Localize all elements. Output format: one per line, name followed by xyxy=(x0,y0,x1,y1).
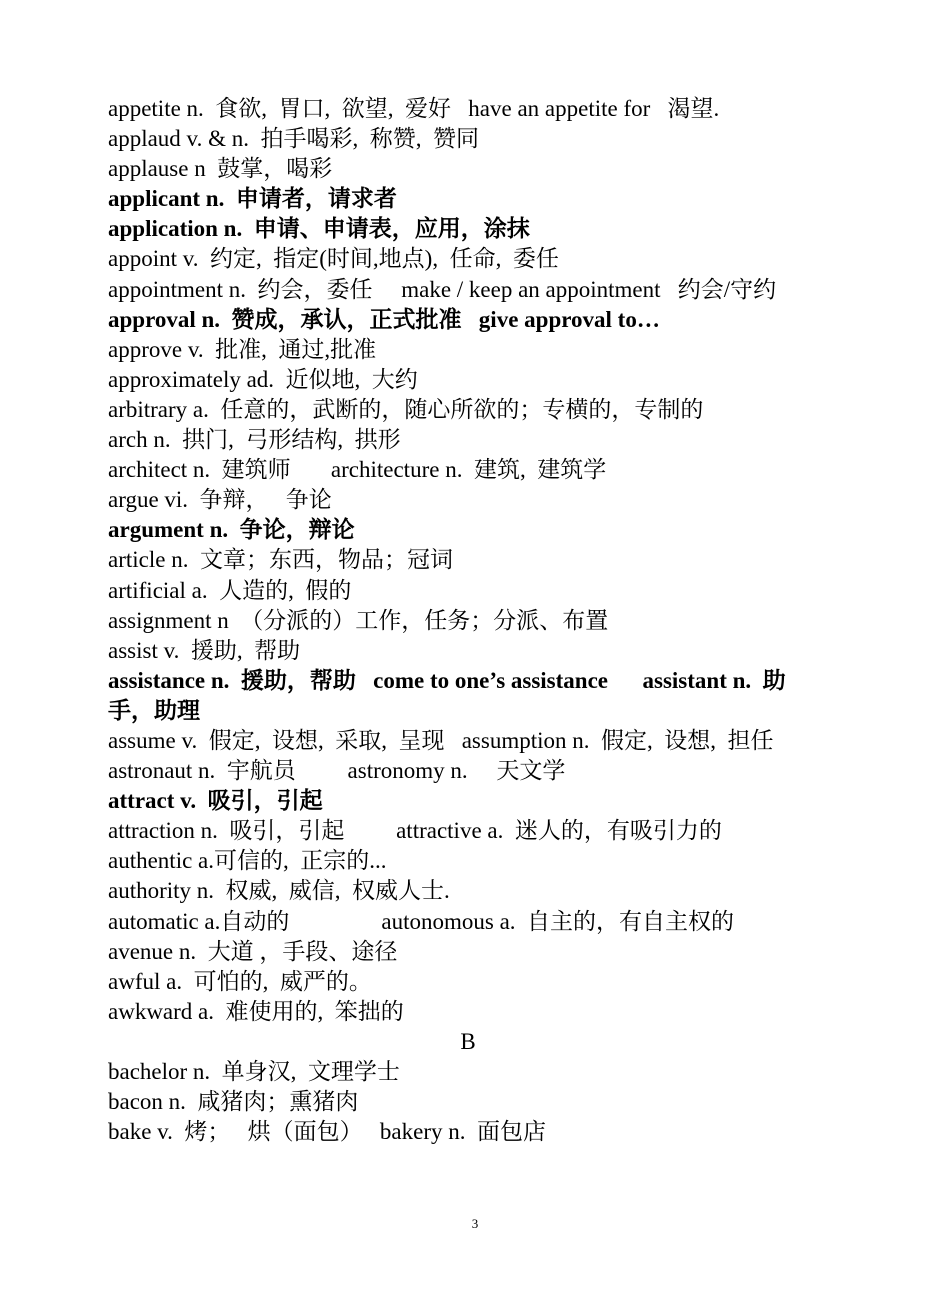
entry-approve: approve v. 批准, 通过,批准 xyxy=(108,336,377,362)
entry-appoint: appoint v. 约定, 指定(时间,地点), 任命, 委任 xyxy=(108,246,559,272)
entry-appointment: appointment n. 约会，委任 make / keep an appointment 约会/守约 xyxy=(108,276,777,302)
entry-application: application n. 申请、申请表，应用，涂抹 xyxy=(108,216,530,242)
entry-assume: assume v. 假定, 设想, 采取, 呈现 assumption n. 假定, 设想, 担任 xyxy=(108,727,774,753)
entry-bachelor: bachelor n. 单身汉, 文理学士 xyxy=(108,1059,400,1084)
entry-assist: assist v. 援助, 帮助 xyxy=(108,637,301,663)
entry-authentic: authentic a.可信的, 正宗的... xyxy=(108,848,387,874)
entry-bacon: bacon n. 咸猪肉；熏猪肉 xyxy=(108,1089,359,1115)
entry-assignment: assignment n （分派的）工作，任务；分派、布置 xyxy=(108,607,609,633)
vocabulary-list xyxy=(108,94,828,1147)
entry-astronaut: astronaut n. 宇航员 astronomy n. 天文学 xyxy=(108,758,566,784)
entry-avenue: avenue n. 大道 ，手段、途径 xyxy=(108,938,398,964)
entry-automatic: automatic a.自动的 autonomous a. 自主的，有自主权的 xyxy=(108,908,735,934)
entry-approval: approval n. 赞成，承认，正式批准 give approval to… xyxy=(108,306,660,332)
entry-awful: awful a. 可怕的, 威严的。 xyxy=(108,968,372,994)
entry-argue: argue vi. 争辩， 争论 xyxy=(108,487,332,513)
section-heading-b: B xyxy=(460,1028,476,1054)
entry-awkward: awkward a. 难使用的, 笨拙的 xyxy=(108,998,404,1024)
entry-argument: argument n. 争论，辩论 xyxy=(108,517,355,543)
entry-arch: arch n. 拱门, 弓形结构, 拱形 xyxy=(108,427,401,453)
entry-assistance: assistance n. 援助，帮助 come to one’s assistance assistant n. 助手，助理 xyxy=(108,667,786,723)
entry-attract: attract v. 吸引，引起 xyxy=(108,788,323,814)
entry-appetite: appetite n. 食欲, 胃口, 欲望, 爱好 have an appetite for 渴望. xyxy=(108,96,720,121)
page-number: 3 xyxy=(471,1216,479,1231)
entry-approximately: approximately ad. 近似地, 大约 xyxy=(108,366,418,392)
entry-applaud: applaud v. & n. 拍手喝彩, 称赞, 赞同 xyxy=(108,126,479,152)
entry-authority: authority n. 权威, 威信, 权威人士. xyxy=(108,878,450,904)
entry-arbitrary: arbitrary a. 任意的，武断的，随心所欲的；专横的，专制的 xyxy=(108,396,704,422)
entry-architect: architect n. 建筑师 architecture n. 建筑, 建筑学 xyxy=(108,457,607,483)
entry-applicant: applicant n. 申请者，请求者 xyxy=(108,186,397,212)
entry-bake: bake v. 烤； 烘（面包） bakery n. 面包店 xyxy=(108,1119,546,1145)
entry-applause: applause n 鼓掌，喝彩 xyxy=(108,156,333,182)
entry-artificial: artificial a. 人造的, 假的 xyxy=(108,577,352,603)
entry-attraction: attraction n. 吸引，引起 attractive a. 迷人的，有吸引力的 xyxy=(108,818,722,844)
entry-article: article n. 文章；东西，物品；冠词 xyxy=(108,547,453,573)
